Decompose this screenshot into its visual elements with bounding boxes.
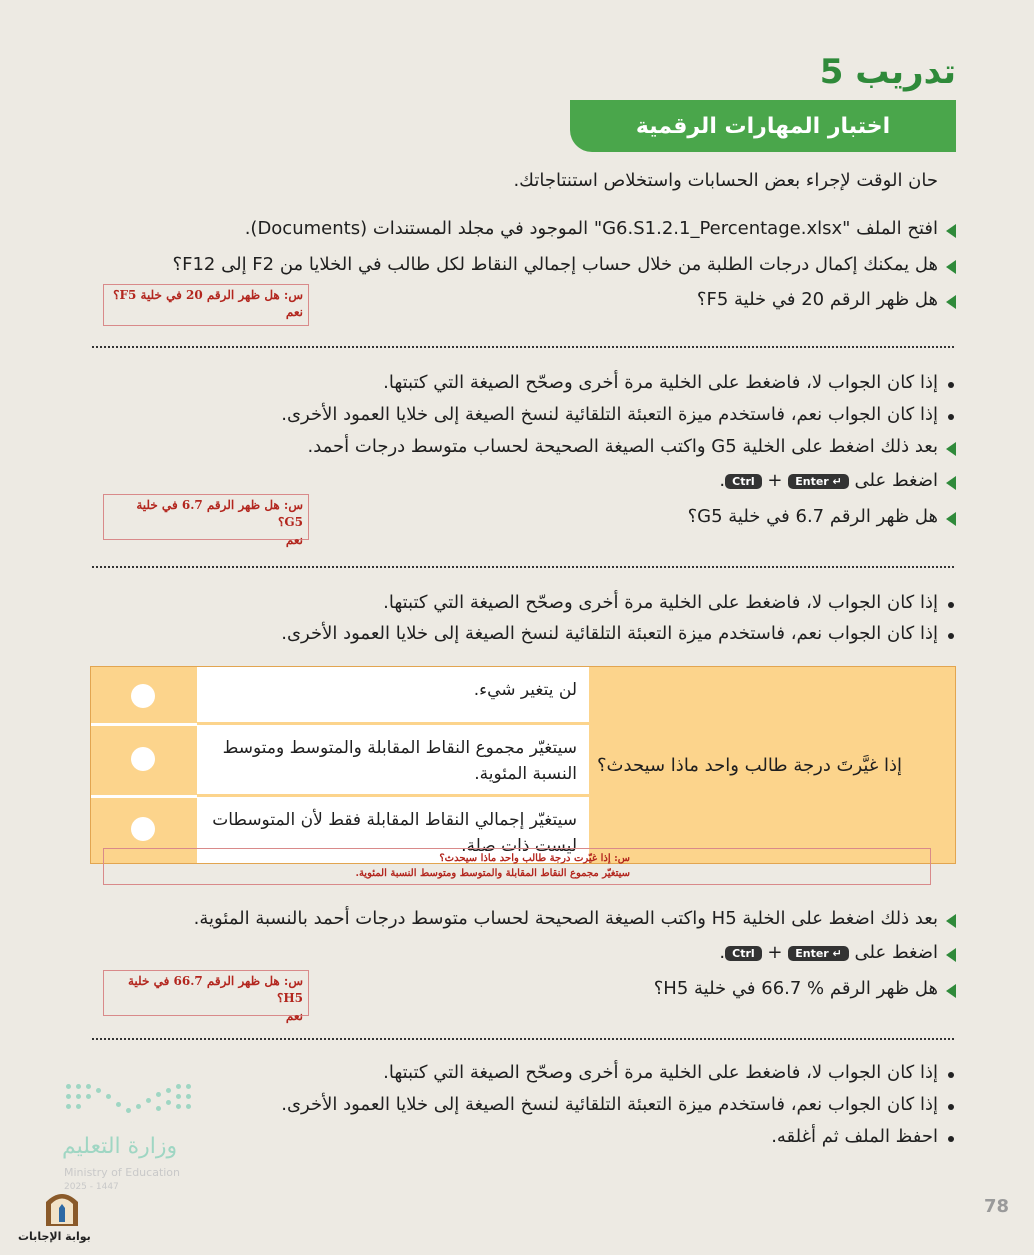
answer-box xyxy=(103,494,309,547)
ministry-name-arabic: وزارة التعليم xyxy=(62,1134,178,1159)
answer-value: نعم xyxy=(285,1008,303,1023)
dot-bullet-icon xyxy=(948,1072,954,1078)
answer-box xyxy=(103,970,309,1023)
ministry-logo-icon xyxy=(64,1080,200,1120)
answer-question: س: إذا غيّرت درجة طالب واحد ماذا سيحدث؟ xyxy=(439,853,630,864)
dot-bullet-icon xyxy=(948,1136,954,1142)
ctrl-key-icon: Ctrl xyxy=(725,946,762,961)
triangle-bullet-icon xyxy=(946,260,956,274)
answer-question: س: هل ظهر الرقم 20 في خلية F5؟ xyxy=(113,288,303,302)
option-text: سيتغيّر مجموع النقاط المقابلة والمتوسط ومتوسط النسبة المئوية. xyxy=(197,725,589,797)
option-text: لن يتغير شيء. xyxy=(197,667,589,725)
answer-value: نعم xyxy=(285,305,303,320)
exercise-title: تدريب 5 xyxy=(819,52,956,92)
triangle-bullet-icon xyxy=(946,948,956,962)
bullet-item: إذا كان الجواب لا، فاضغط على الخلية مرة أخرى وصحّح الصيغة التي كتبتها. xyxy=(58,1062,938,1083)
answer-value: سيتغيّر مجموع النقاط المقابلة والمتوسط ومتوسط النسبة المئوية. xyxy=(355,868,630,879)
dotted-divider xyxy=(92,346,954,348)
dot-bullet-icon xyxy=(948,382,954,388)
row-divider xyxy=(91,795,197,798)
answer-value: نعم xyxy=(285,532,303,547)
step-item: هل ظهر الرقم % 66.7 في خلية H5؟ xyxy=(58,978,938,999)
bullet-item: إذا كان الجواب لا، فاضغط على الخلية مرة أخرى وصحّح الصيغة التي كتبتها. xyxy=(58,372,938,393)
dot-bullet-icon xyxy=(948,633,954,639)
intro-text: حان الوقت لإجراء بعض الحسابات واستخلاص استنتاجاتك. xyxy=(513,170,938,191)
triangle-bullet-icon xyxy=(946,984,956,998)
ctrl-key-icon: Ctrl xyxy=(725,474,762,489)
page-number: 78 xyxy=(984,1196,1010,1217)
bullet-item: إذا كان الجواب لا، فاضغط على الخلية مرة أخرى وصحّح الصيغة التي كتبتها. xyxy=(58,592,938,613)
triangle-bullet-icon xyxy=(946,442,956,456)
triangle-bullet-icon xyxy=(946,224,956,238)
step-item: هل يمكنك إكمال درجات الطلبة من خلال حساب إجمالي النقاط لكل طالب في الخلايا من F2 إلى F12؟ xyxy=(58,254,938,275)
step-item: افتح الملف "G6.S1.2.1_Percentage.xlsx" الموجود في مجلد المستندات (Documents). xyxy=(58,218,938,239)
step-item: بعد ذلك اضغط على الخلية H5 واكتب الصيغة الصحيحة لحساب متوسط درجات أحمد بالنسبة المئوية. xyxy=(58,908,938,929)
answer-question: س: هل ظهر الرقم 6.7 في خلية G5؟ xyxy=(136,498,303,530)
dot-bullet-icon xyxy=(948,414,954,420)
dotted-divider xyxy=(92,1038,954,1040)
step-item: بعد ذلك اضغط على الخلية G5 واكتب الصيغة الصحيحة لحساب متوسط درجات أحمد. xyxy=(58,436,938,457)
bullet-item: إذا كان الجواب نعم، فاستخدم ميزة التعبئة التلقائية لنسخ الصيغة إلى خلايا العمود الأخرى. xyxy=(58,404,938,425)
bullet-item: إذا كان الجواب نعم، فاستخدم ميزة التعبئة التلقائية لنسخ الصيغة إلى خلايا العمود الأخرى. xyxy=(58,1094,938,1115)
ministry-name-english: Ministry of Education xyxy=(64,1166,181,1179)
bullet-item: إذا كان الجواب نعم، فاستخدم ميزة التعبئة التلقائية لنسخ الصيغة إلى خلايا العمود الأخرى. xyxy=(58,623,938,644)
multiple-choice-table xyxy=(90,666,956,864)
triangle-bullet-icon xyxy=(946,295,956,309)
table-question: إذا غيَّرتَ درجة طالب واحد ماذا سيحدث؟ xyxy=(597,754,903,776)
dotted-divider xyxy=(92,566,954,568)
step-item: اضغط على Enter ↵ + Ctrl. xyxy=(58,470,938,491)
answer-box xyxy=(103,284,309,326)
watermark-logo-icon xyxy=(42,1186,82,1228)
answer-box xyxy=(103,848,931,885)
step-item: هل ظهر الرقم 20 في خلية F5؟ xyxy=(58,289,938,310)
option-radio[interactable] xyxy=(131,684,155,708)
triangle-bullet-icon xyxy=(946,914,956,928)
bullet-item: احفظ الملف ثم أغلقه. xyxy=(58,1126,938,1147)
enter-key-icon: Enter ↵ xyxy=(788,946,849,961)
dot-bullet-icon xyxy=(948,602,954,608)
dot-bullet-icon xyxy=(948,1104,954,1110)
option-radio[interactable] xyxy=(131,747,155,771)
ministry-year: 2025 - 1447 xyxy=(64,1182,119,1192)
triangle-bullet-icon xyxy=(946,476,956,490)
triangle-bullet-icon xyxy=(946,512,956,526)
watermark-text: بوابة الإجابات xyxy=(18,1230,91,1243)
step-item: هل ظهر الرقم 6.7 في خلية G5؟ xyxy=(58,506,938,527)
option-radio[interactable] xyxy=(131,817,155,841)
enter-key-icon: Enter ↵ xyxy=(788,474,849,489)
answer-question: س: هل ظهر الرقم 66.7 في خلية H5؟ xyxy=(127,974,303,1006)
row-divider xyxy=(91,723,197,726)
step-item: اضغط على Enter ↵ + Ctrl. xyxy=(58,942,938,963)
section-banner: اختبار المهارات الرقمية xyxy=(570,100,956,152)
option-text: سيتغيّر إجمالي النقاط المقابلة فقط لأن المتوسطات ليست ذات صلة. xyxy=(197,797,589,863)
